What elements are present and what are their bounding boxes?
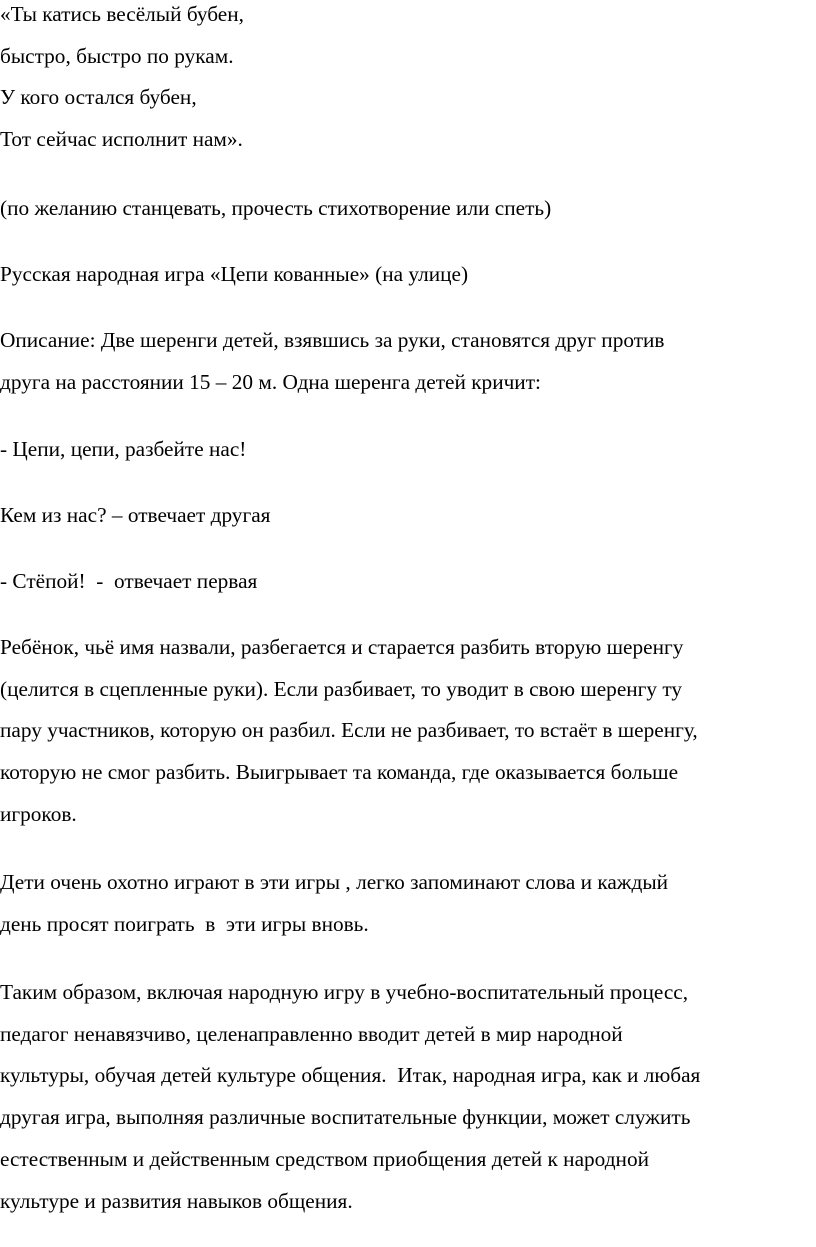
note-paragraph (0, 188, 551, 230)
answer-paragraph (0, 495, 270, 537)
rules-line: которую не смог разбить. Выигрывает та команда, где оказывается больше (0, 760, 679, 785)
conclusion-line: естественным и действенным средством приобщения детей к народной (0, 1146, 649, 1171)
description-line: друга на расстоянии 15 – 20 м. Одна шеренга детей кричит: (0, 369, 541, 394)
conclusion-paragraph (0, 972, 700, 1222)
kids-paragraph (0, 862, 668, 945)
note-line: (по желанию станцевать, прочесть стихотворение или спеть) (0, 196, 552, 220)
rules-line: (целится в сцепленные руки). Если разбивает, то уводит в свою шеренгу ту (0, 676, 683, 701)
rules-line: пару участников, которую он разбил. Если не разбивает, то встаёт в шеренгу, (0, 718, 698, 743)
poem-line: «Ты катись весёлый бубен, (0, 2, 244, 26)
kids-line: день просят поиграть в эти игры вновь. (0, 911, 369, 936)
answer-line: Кем из нас? – отвечает другая (0, 503, 271, 527)
poem-line: У кого остался бубен, (0, 85, 197, 110)
name-call-paragraph (0, 561, 257, 603)
shout-paragraph (0, 429, 246, 471)
poem-paragraph (0, 0, 244, 161)
kids-line: Дети очень охотно играют в эти игры , легко запоминают слова и каждый (0, 870, 669, 894)
game-title-paragraph (0, 254, 468, 296)
rules-line: Ребёнок, чьё имя назвали, разбегается и старается разбить вторую шеренгу (0, 635, 684, 659)
conclusion-line: Таким образом, включая народную игру в учебно-воспитательный процесс, (0, 980, 689, 1004)
poem-line: быстро, быстро по рукам. (0, 43, 234, 68)
game-title-line: Русская народная игра «Цепи кованные» (на улице) (0, 262, 469, 286)
rules-line: игроков. (0, 801, 77, 826)
description-paragraph (0, 320, 664, 403)
rules-paragraph (0, 627, 698, 836)
conclusion-line: другая игра, выполняя различные воспитательные функции, может служить (0, 1105, 691, 1130)
poem-line: Тот сейчас исполнит нам». (0, 127, 243, 152)
name-call-line: - Стёпой! - отвечает первая (0, 569, 258, 593)
description-line: Описание: Две шеренги детей, взявшись за руки, становятся друг против (0, 328, 665, 352)
conclusion-line: культуре и развития навыков общения. (0, 1188, 353, 1213)
shout-line: - Цепи, цепи, разбейте нас! (0, 437, 247, 461)
conclusion-line: педагог ненавязчиво, целенаправленно вводит детей в мир народной (0, 1021, 623, 1046)
conclusion-line: культуры, обучая детей культуре общения. Итак, народная игра, как и любая (0, 1063, 701, 1088)
